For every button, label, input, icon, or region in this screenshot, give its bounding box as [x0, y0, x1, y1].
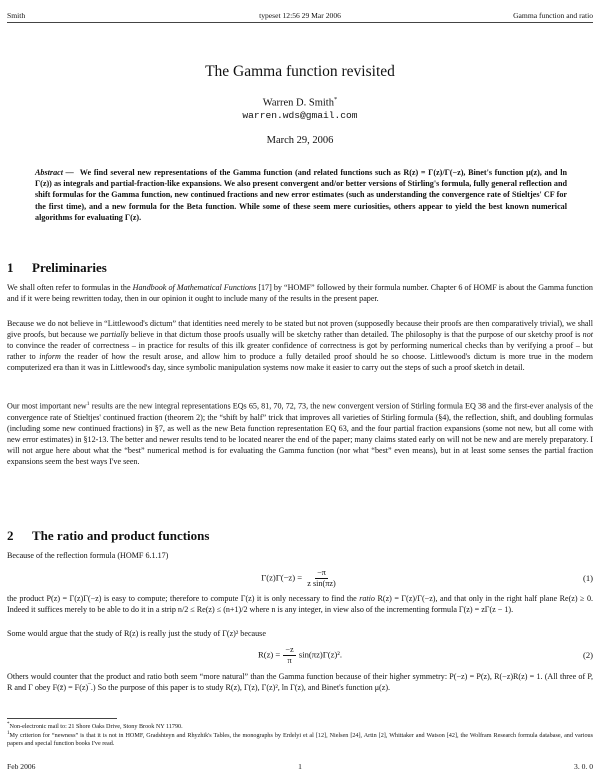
abstract — [35, 167, 567, 223]
equation-1: Γ(z)Γ(−z) = $\frac{-\pi}{\text{z sin(πz)}}$ (1) — [261, 568, 593, 588]
paragraph-square: Some would argue that the study of R(z) is really just the study of Γ(z)² because — [7, 629, 266, 638]
section-number: 1 — [7, 260, 14, 275]
author-line — [0, 96, 600, 109]
running-header — [7, 10, 593, 23]
paragraph-ratio: the product P(z) = Γ(z)Γ(−z) is easy to compute; therefore to compute Γ(z) it is only necessary to find the ratio R(z) = Γ(z)/Γ(−z), and that only in the right half plane Re(z) ≥ 0. Indeed it suffices merely to be able to do it in a strip n/2 ≤ Re(z) ≤ (n+1)/2 where n is any integer, in view also of the incrementing formula Γ(z) = zΓ(z − 1). — [7, 594, 594, 615]
footnote-rule — [7, 718, 117, 719]
paper-date: March 29, 2006 — [266, 135, 334, 146]
equation-2: R(z) = $\frac{-z}{\pi}$ sin(πz)Γ(z)². (2) — [258, 645, 593, 665]
author-name: Warren D. Smith — [262, 97, 334, 109]
paragraph-symmetry: Others would counter that the product and ratio both seem “more natural” than the Gamma function because of their higher symmetry: P(−z) = P(z), R(−z)R(z) = 1. (All three of P, R and Γ obey F(z̄) = F(z)‾.) So the purpose of this paper is to study R(z), Γ(z), Γ(z)², ln Γ(z), and Binet's function μ(z). — [7, 672, 593, 693]
footnote-mail: *Non-electronic mail to: 21 Shore Oaks Drive, Stony Brook NY 11790. — [7, 722, 183, 731]
header-topic: Gamma function and ratio — [513, 11, 593, 20]
equation-number: (2) — [582, 650, 593, 660]
book-title: Handbook of Mathematical Functions — [132, 283, 257, 292]
section-heading-2 — [7, 528, 209, 544]
page-number: 1 — [298, 762, 302, 771]
section-title: Preliminaries — [32, 260, 107, 275]
abstract-lead: Abstract — — [35, 168, 74, 177]
paragraph-dictum: Because we do not believe in “Littlewood's dictum” that identities need merely to be stated but not proven (supposedly because their proofs are then comparatively trivial), we shall give proofs, but because we partially believe in that dictum those proofs usually will be sketchy rather than detailed. The philosophy is that the purpose of our sketchy proof is not to convince the reader of correctness – in practice for results of this ilk greater confidence of correctness is got by performing numerical checks than by verifying a proof – but rather to inform the reader of how the result arose, and allow him to produce a fully detailed proof should he so choose. Littlewood's dictum is more true in the modern computerized era than it was in Littlewood's day, since symbolic manipulation systems now make it easier to carry out the steps of such a proof sketch in detail. — [7, 319, 593, 373]
paper-title: The Gamma function revisited — [205, 63, 395, 80]
footer-date: Feb 2006 — [7, 762, 36, 771]
author-email: warren.wds@gmail.com — [242, 110, 358, 121]
footnote-mark: 1 — [86, 401, 90, 407]
footnote-newness: $^1$My criterion for “newness” is that it is not in HOMF, Gradshteyn and Rhyzhik's Tables, the monographs by Erdelyi et al [12], Nielsen [24], Artin [2], Whittaker and Watson [42], the Wolfram Research formula database, and various papers and special function books I've read. — [7, 731, 593, 748]
fraction: $\frac{-\pi}{\text{z sin(πz)}}$ — [307, 568, 336, 588]
header-author: Smith — [7, 11, 26, 20]
abstract-text: We find several new representations of the Gamma function (and related functions such as R(z) = Γ(z)/Γ(−z), Binet's function μ(z), and ln Γ(z)) as integrals and partial-fraction-like expansions. We also present convergent and/or better versions of Stirling's formula, fully general reflection and shift formulas for the Gamma function, new continued fractions and new error estimates (such as understanding the convergence rate of Stieltjes' CF for the first time), and a new formula for the Beta function. While some of these seem mere curiosities, others appear to yield the best known numerical algorithms for evaluating Γ(z). — [35, 168, 567, 222]
paragraph-homf: We shall often refer to formulas in the Handbook of Mathematical Functions [17] by “HOMF” followed by their formula number. Chapter 6 of HOMF is about the Gamma function and if it were being rewritten today, then in our opinion it ought to include many of the results in the present paper. — [7, 283, 593, 304]
fraction: $\frac{-z}{\pi}$ — [285, 645, 294, 665]
footer-version: 3. 0. 0 — [574, 762, 593, 771]
header-typeset: typeset 12:56 29 Mar 2006 — [259, 11, 341, 20]
section-heading-1 — [7, 260, 107, 276]
section-title: The ratio and product functions — [32, 528, 210, 543]
author-footnote-mark: * — [333, 96, 338, 103]
paragraph-results: Our most important new$^1$ results are the new integral representations EQs 65, 81, 70, 72, 73, the new convergent version of Stirling formula EQ 38 and the first-ever analysis of the convergence rate of Stieltjes' continued fraction (theorem 2); the “shift by half” trick that improves all varieties of Stirling formula (§4), the reflection, shift, and doubling formulas (including some new continued fractions) in §7, as well as the new Beta function representation EQ 63, and the four partial fraction expansions (some not new, but all come with new error estimates) in §12-13. The better and newer results tend to be located nearer the end of the paper; many claims stated early on will not be new and are merely preparatory. I will not argue here about what the “best” numerical method is for evaluating the Gamma function (nor what “best” even means), but in at least some senses the partial fraction expansions seem the best ways I've seen. — [7, 401, 594, 467]
paragraph-reflection: Because of the reflection formula (HOMF 6.1.17) — [7, 551, 169, 560]
equation-number: (1) — [582, 573, 593, 583]
section-number: 2 — [7, 528, 14, 543]
